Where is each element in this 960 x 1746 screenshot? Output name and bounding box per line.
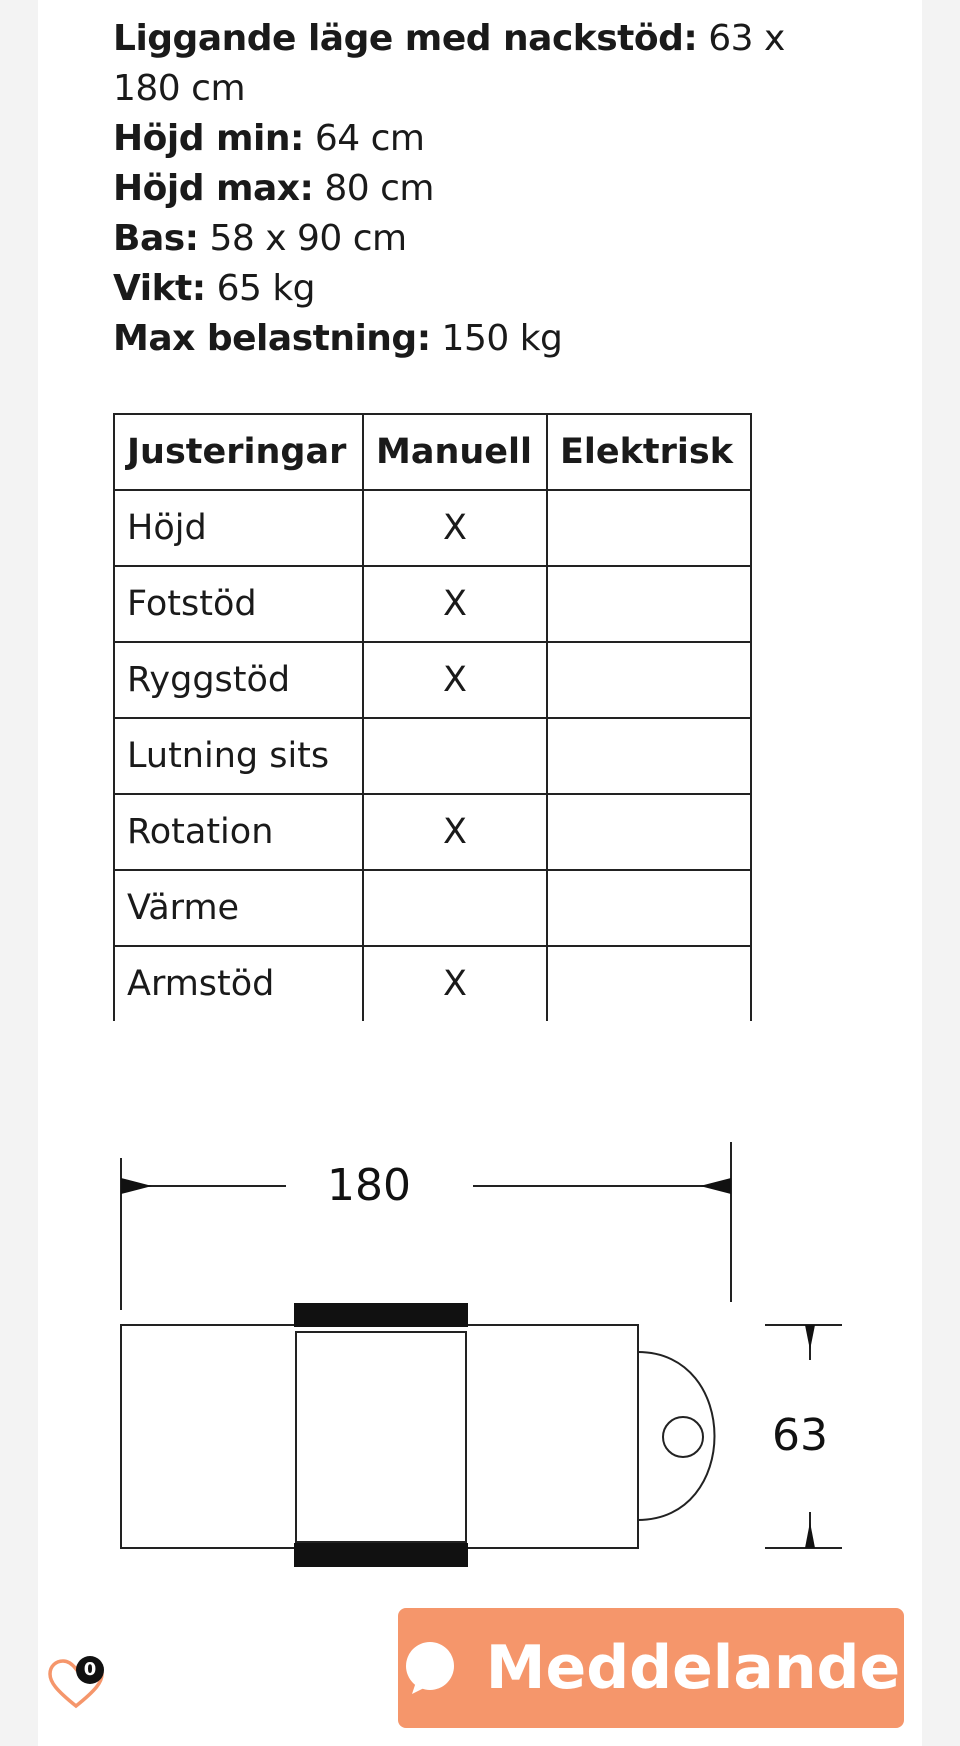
table-row [114, 870, 751, 946]
message-button[interactable] [398, 1608, 904, 1728]
message-button-label: Meddelande [485, 1633, 901, 1703]
spec-item: Höjd max: 80 cm [113, 168, 434, 209]
table-cell [547, 642, 751, 718]
favorites-count-badge: 0 [76, 1656, 104, 1684]
column-header: Manuell [363, 414, 547, 490]
column-header: Elektrisk [547, 414, 751, 490]
table-row [114, 490, 751, 566]
table-cell: X [363, 566, 547, 642]
width-label: 63 [772, 1410, 828, 1461]
table-cell: X [363, 946, 547, 1021]
spec-item: Max belastning: 150 kg [113, 318, 563, 359]
table-cell [547, 794, 751, 870]
table-cell [547, 718, 751, 794]
table-cell: X [363, 490, 547, 566]
table-cell: Höjd [114, 490, 363, 566]
arrow-up-icon [805, 1325, 815, 1350]
length-label: 180 [327, 1160, 411, 1211]
table-cell [547, 566, 751, 642]
table-cell: Armstöd [114, 946, 363, 1021]
headrest-hole [663, 1417, 703, 1457]
table-row [114, 946, 751, 1021]
table-row [114, 642, 751, 718]
table-cell: X [363, 794, 547, 870]
spec-item: Vikt: 65 kg [113, 268, 316, 309]
chat-bubble-icon [402, 1640, 458, 1696]
armrest-top [294, 1303, 468, 1327]
spec-item: Bas: 58 x 90 cm [113, 218, 407, 259]
table-header-row [114, 414, 751, 490]
arrow-left-icon [121, 1178, 152, 1194]
table-row [114, 566, 751, 642]
table-cell: Lutning sits [114, 718, 363, 794]
spec-item: Höjd min: 64 cm [113, 118, 425, 159]
dimension-diagram [0, 1120, 960, 1570]
table-row [114, 794, 751, 870]
column-header: Justeringar [114, 414, 363, 490]
arrow-down-icon [805, 1522, 815, 1548]
table-cell: Rotation [114, 794, 363, 870]
arrow-right-icon [700, 1178, 731, 1194]
armrest-bottom [294, 1543, 468, 1567]
table-cell: Ryggstöd [114, 642, 363, 718]
table-cell [547, 490, 751, 566]
table-cell [547, 870, 751, 946]
table-cell: Fotstöd [114, 566, 363, 642]
table-cell [363, 718, 547, 794]
table-cell [363, 870, 547, 946]
table-cell: X [363, 642, 547, 718]
table-row [114, 718, 751, 794]
bed-outline [121, 1325, 638, 1548]
table-cell [547, 946, 751, 1021]
spec-list [113, 14, 833, 364]
seat-section [296, 1332, 466, 1542]
adjustments-table [113, 413, 752, 1021]
table-cell: Värme [114, 870, 363, 946]
spec-item: Liggande läge med nackstöd: 63 x 180 cm [113, 18, 785, 109]
